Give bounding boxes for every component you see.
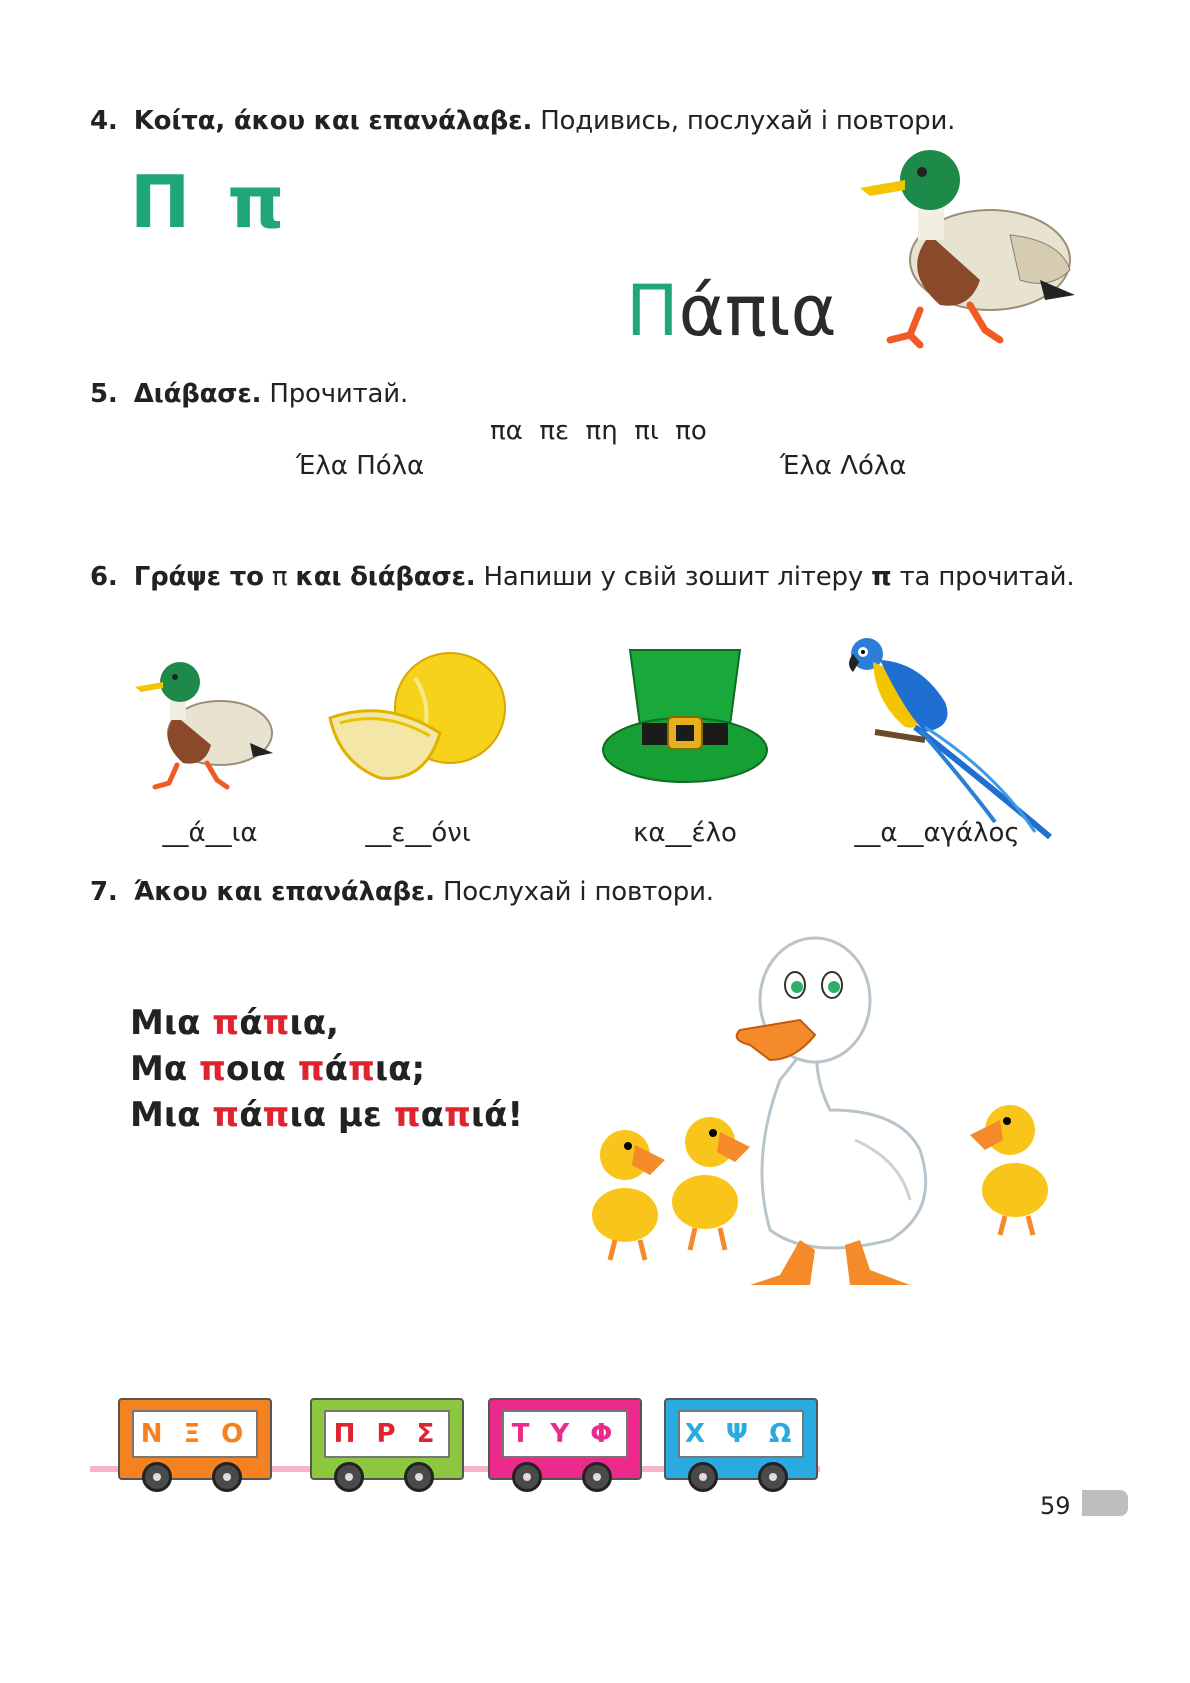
task-instruction-greek-part2: και διάβασε.	[295, 562, 476, 592]
duckling-1	[592, 1130, 665, 1260]
poem-line-3	[130, 1092, 523, 1138]
task-instruction-ukrainian: Подивись, послухай і повтори.	[540, 106, 956, 136]
poem-text: Μα	[130, 1049, 200, 1089]
poem-text: Μια	[130, 1095, 213, 1135]
poem-text: ά	[239, 1095, 263, 1135]
wagon-wheel	[142, 1462, 172, 1492]
task-5-heading	[90, 379, 408, 409]
poem	[130, 1000, 523, 1138]
poem-highlight-letter: π	[262, 1003, 290, 1043]
page-number: 59	[1040, 1492, 1071, 1520]
task-instruction-ukrainian: Послухай і повтори.	[442, 877, 714, 907]
task-instruction-ukrainian-part2: та прочитай.	[899, 562, 1075, 592]
poem-line-1	[130, 1000, 523, 1046]
poem-highlight-letter: π	[393, 1095, 421, 1135]
wagon-letters: Ν Ξ Ο	[140, 1419, 250, 1449]
poem-highlight-letter: π	[297, 1049, 325, 1089]
word-blank-1: __ά__ια	[162, 818, 258, 848]
word-blank-4: __α__αγάλος	[854, 818, 1020, 848]
wagon-wheel	[334, 1462, 364, 1492]
word-papia	[626, 270, 837, 352]
task-instruction-ukrainian-part1: Напиши у свій зошит літеру	[483, 562, 864, 592]
wagon-window	[132, 1410, 258, 1458]
task-number: 6.	[90, 562, 118, 592]
wagon-letters: Π Ρ Σ	[333, 1419, 441, 1449]
poem-text: ιά!	[470, 1095, 523, 1135]
word-first-letter: Π	[626, 270, 679, 352]
train-wagon-3	[488, 1398, 642, 1480]
duckling-3	[970, 1105, 1048, 1235]
green-hat-picture	[600, 645, 770, 790]
poem-highlight-letter: π	[199, 1049, 226, 1089]
wagon-wheel	[212, 1462, 242, 1492]
poem-highlight-letter: π	[262, 1095, 290, 1135]
train-wagon-2	[310, 1398, 464, 1480]
poem-line-2	[130, 1046, 523, 1092]
wagon-wheel	[758, 1462, 788, 1492]
wagon-window	[678, 1410, 804, 1458]
poem-highlight-letter: π	[212, 1095, 240, 1135]
task-number: 7.	[90, 877, 118, 907]
task-4-heading	[90, 106, 955, 136]
melon-picture	[325, 648, 515, 788]
page-tab-marker	[1082, 1490, 1128, 1516]
task-7-heading	[90, 877, 714, 907]
poem-text: ια με	[289, 1095, 394, 1135]
task-instruction-greek-part1: Γράψε το	[133, 562, 264, 592]
poem-text: ια,	[289, 1003, 339, 1043]
task-instruction-greek: Διάβασε.	[133, 379, 262, 409]
poem-highlight-letter: π	[212, 1003, 240, 1043]
task-number: 4.	[90, 106, 118, 136]
poem-highlight-letter: π	[348, 1049, 375, 1089]
wagon-wheel	[582, 1462, 612, 1492]
word-blank-2: __ε__όνι	[365, 818, 471, 848]
phrase-ela-lola: Έλα Λόλα	[780, 451, 907, 481]
poem-text: ά	[239, 1003, 263, 1043]
mallard-duck-illustration	[860, 140, 1080, 350]
wagon-window	[324, 1410, 450, 1458]
poem-text: Μια	[130, 1003, 213, 1043]
syllables: πα πε πη πι πο	[490, 416, 707, 446]
task-number: 5.	[90, 379, 118, 409]
task-letter-bold: π	[871, 562, 892, 592]
duckling-2	[672, 1117, 750, 1250]
letter-pair: Π π	[130, 160, 291, 244]
wagon-wheel	[404, 1462, 434, 1492]
wagon-window	[502, 1410, 628, 1458]
wagon-wheel	[512, 1462, 542, 1492]
wagon-wheel	[688, 1462, 718, 1492]
task-6-heading	[90, 562, 1074, 592]
task-instruction-ukrainian: Прочитай.	[269, 379, 409, 409]
duck-picture	[135, 655, 275, 795]
poem-highlight-letter: π	[443, 1095, 471, 1135]
phrase-ela-pola: Έλα Πόλα	[296, 451, 425, 481]
word-blank-3: κα__έλο	[633, 818, 737, 848]
poem-text: οια	[225, 1049, 298, 1089]
word-rest: άπια	[678, 270, 837, 352]
poem-text: ια;	[374, 1049, 426, 1089]
wagon-letters: Χ Ψ Ω	[684, 1419, 798, 1449]
poem-text: ά	[324, 1049, 349, 1089]
task-instruction-greek: Κοίτα, άκου και επανάλαβε.	[133, 106, 533, 136]
train-wagon-4	[664, 1398, 818, 1480]
poem-text: α	[420, 1095, 444, 1135]
duck-family-illustration	[570, 930, 1070, 1310]
parrot-picture	[845, 632, 1065, 842]
train-wagon-1	[118, 1398, 272, 1480]
wagon-letters: Τ Υ Φ	[511, 1419, 619, 1449]
task-letter: π	[271, 562, 288, 592]
task-instruction-greek: Άκου και επανάλαβε.	[133, 877, 435, 907]
